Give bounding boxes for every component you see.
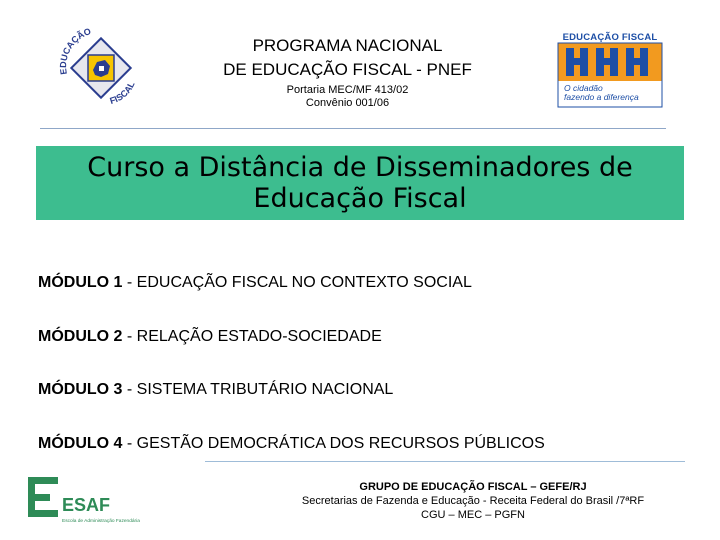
- portaria-text: Portaria MEC/MF 413/02: [286, 84, 409, 96]
- module-name: EDUCAÇÃO FISCAL NO CONTEXTO SOCIAL: [136, 274, 472, 291]
- footer-secretarias: Secretarias de Fazenda e Educação - Receita Federal do Brasil /7ªRF: [301, 495, 645, 507]
- module-item: [38, 434, 545, 454]
- module-label: MÓDULO 1: [38, 274, 123, 291]
- footer-agencies: CGU – MEC – PGFN: [421, 509, 525, 521]
- footer-divider: [205, 461, 685, 462]
- seal-text-top: EDUCAÇÃO: [58, 26, 93, 76]
- program-subtitle: DE EDUCAÇÃO FISCAL - PNEF: [223, 60, 472, 79]
- module-label: MÓDULO 4: [38, 435, 123, 452]
- module-name: GESTÃO DEMOCRÁTICA DOS RECURSOS PÚBLICOS: [136, 435, 545, 452]
- brand-tagline-1: O cidadão: [564, 83, 603, 93]
- module-name: SISTEMA TRIBUTÁRIO NACIONAL: [136, 381, 394, 398]
- esaf-name: ESAF: [62, 495, 111, 515]
- program-title: PROGRAMA NACIONAL: [252, 36, 443, 55]
- module-separator: -: [122, 274, 137, 291]
- module-item: [38, 380, 393, 400]
- educacao-fiscal-brand-icon: [556, 30, 664, 110]
- educacao-fiscal-seal-icon: [55, 22, 145, 112]
- esaf-logo-icon: [26, 475, 150, 525]
- convenio-text: Convênio 001/06: [305, 97, 390, 109]
- brand-tagline-2: fazendo a diferença: [564, 92, 639, 102]
- course-title: Curso a Distância de Disseminadores de Educação Fiscal: [87, 152, 633, 214]
- module-item: [38, 327, 382, 347]
- footer-group: GRUPO DE EDUCAÇÃO FISCAL – GEFE/RJ: [359, 481, 587, 493]
- module-label: MÓDULO 2: [38, 328, 123, 345]
- module-separator: -: [122, 435, 137, 452]
- brand-title: EDUCAÇÃO FISCAL: [562, 32, 658, 43]
- course-title-banner: [36, 146, 684, 220]
- module-name: RELAÇÃO ESTADO-SOCIEDADE: [136, 328, 382, 345]
- seal-text-bottom: FISCAL: [108, 79, 137, 107]
- esaf-subtitle: Escola de Administração Fazendária: [62, 519, 140, 524]
- module-item: [38, 273, 472, 293]
- header-divider: [40, 128, 666, 129]
- module-separator: -: [122, 381, 137, 398]
- module-separator: -: [122, 328, 137, 345]
- module-label: MÓDULO 3: [38, 381, 123, 398]
